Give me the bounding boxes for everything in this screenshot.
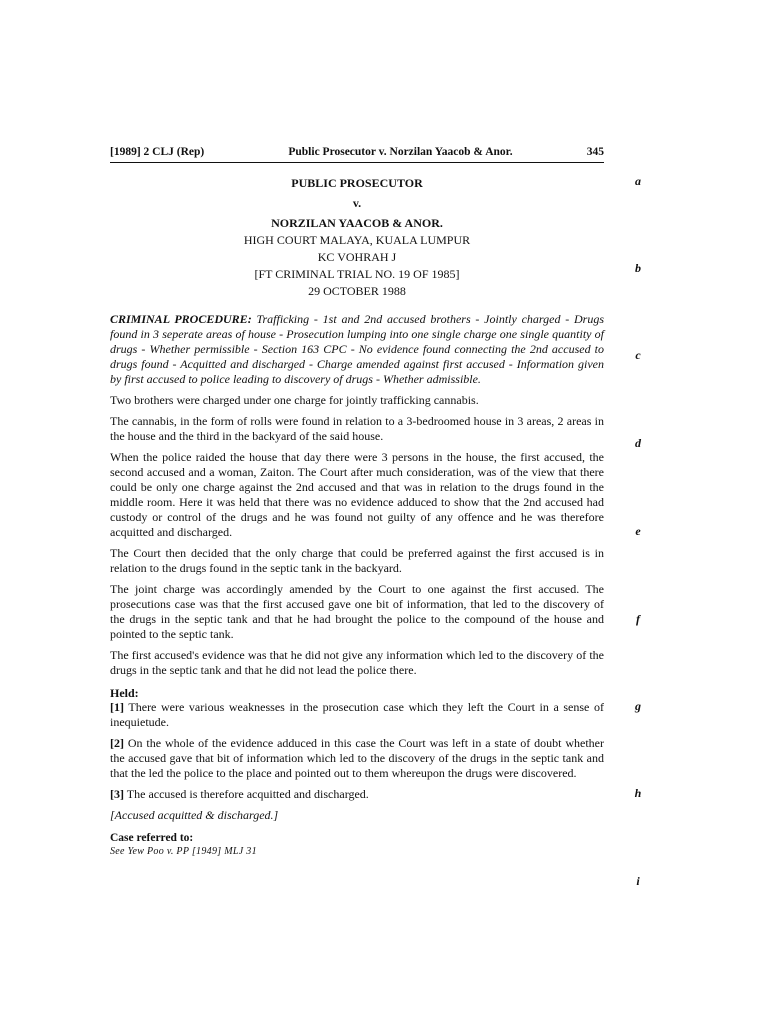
party-prosecutor: PUBLIC PROSECUTOR [291, 176, 423, 190]
page-number: 345 [586, 146, 604, 158]
catchwords-lead: CRIMINAL PROCEDURE: [110, 312, 252, 326]
judge-name: KC VOHRAH J [317, 250, 397, 264]
margin-letter-g: g [635, 699, 641, 713]
held-item [110, 736, 604, 781]
case-parties [110, 175, 604, 300]
page-content [110, 145, 604, 858]
report-citation: [1989] 2 CLJ (Rep) [110, 146, 205, 158]
held-item-number: [2] [110, 735, 124, 750]
party-accused: NORZILAN YAACOB & ANOR. [271, 216, 443, 230]
headnote-paragraph: The cannabis, in the form of rolls were found in relation to a 3-bedroomed house in 3 areas, 2 areas in the house and the third in the backyard of the said house. [110, 413, 604, 443]
court-name: HIGH COURT MALAYA, KUALA LUMPUR [243, 233, 471, 247]
held-item-text: On the whole of the evidence adduced in this case the Court was left in a state of doubt whether the accused gave that bit of information which led to the discovery of the drugs in the septic tank and that the led the police to the place and pointed out to them whereupon the drugs were discovered. [110, 735, 604, 780]
cases-referred-heading: Case referred to: [110, 831, 194, 844]
margin-letter-c: c [635, 348, 641, 362]
verdict-note: [Accused acquitted & discharged.] [110, 807, 279, 822]
headnote-paragraph: The first accused's evidence was that he did not give any information which led to the discovery of the drugs in the septic tank and that he did not lead the police there. [110, 647, 604, 677]
headnote-paragraph: The Court then decided that the only charge that could be preferred against the first accused is in relation to the drugs found in the septic tank in the backyard. [110, 545, 604, 575]
held-heading: Held: [110, 685, 139, 700]
case-referred-item: See Yew Poo v. PP [1949] MLJ 31 [110, 845, 257, 857]
held-item-number: [1] [110, 699, 124, 714]
header-case-title: Public Prosecutor v. Norzilan Yaacob & Anor. [288, 146, 513, 158]
held-list [110, 700, 604, 802]
held-item-text: The accused is therefore acquitted and discharged. [126, 786, 369, 801]
held-item [110, 787, 604, 802]
catchwords [110, 312, 604, 387]
held-item [110, 700, 604, 730]
decision-date: 29 OCTOBER 1988 [308, 284, 406, 298]
held-item-number: [3] [110, 786, 124, 801]
headnote-body [110, 393, 604, 678]
headnote-paragraph: Two brothers were charged under one charge for jointly trafficking cannabis. [110, 392, 479, 407]
margin-letter-h: h [634, 786, 642, 800]
margin-letter-e: e [635, 524, 641, 538]
margin-letter-d: d [635, 436, 641, 450]
margin-letter-b: b [635, 261, 641, 275]
case-number: [FT CRIMINAL TRIAL NO. 19 OF 1985] [254, 267, 460, 281]
running-header [110, 145, 604, 163]
held-item-text: There were various weaknesses in the prosecution case which they left the Court in a sense of inequietude. [110, 699, 604, 729]
margin-letter-i: i [636, 874, 640, 888]
headnote-paragraph: When the police raided the house that day there were 3 persons in the house, the first accused, the second accused and a woman, Zaiton. The Court after much consideration, was of the view that there could be only one charge against the 2nd accused and that was in relation to the drugs found in the middle room. Here it was held that there was no evidence adduced to show that the 2nd accused had custody or control of the drugs and he was found not guilty of any offence and he was therefore acquitted and discharged. [110, 449, 604, 539]
margin-letter-a: a [635, 174, 641, 188]
headnote-paragraph: The joint charge was accordingly amended by the Court to one against the first accused. The prosecutions case was that the first accused gave one bit of information, that led to the discovery of the drugs in the septic tank and that he had brought the police to the compound of the house and pointed to the septic tank. [110, 581, 604, 641]
catchwords-text: Trafficking - 1st and 2nd accused brothers - Jointly charged - Drugs found in 3 seperate areas of house - Prosecution lumping into one single charge one single quantity of drugs - Whether permissible - Section 163 CPC - No evidence found connecting the 2nd accused to drugs found - Acquitted and discharged - Charge amended against first accused - Information given by first accused to police leading to discovery of drugs - Whether admissible. [110, 312, 605, 386]
versus-label: v. [352, 196, 362, 210]
margin-letter-f: f [636, 612, 640, 626]
